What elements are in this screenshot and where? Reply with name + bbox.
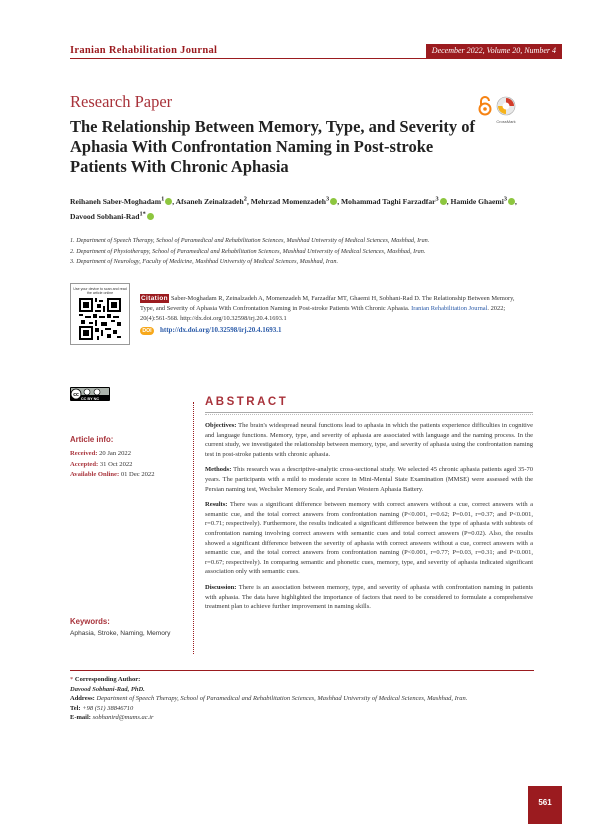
footer-rule <box>70 670 534 671</box>
corr-heading: * Corresponding Author: <box>70 676 141 683</box>
paper-title: The Relationship Between Memory, Type, and Severity of Aphasia With Confrontation Naming in Post-stroke Patients With Chronic Aphasia <box>70 117 475 176</box>
author[interactable]: Mohammad Taghi Farzadfar$^3$ , <box>341 195 451 206</box>
corresponding-author <box>70 675 540 723</box>
author-list <box>70 192 540 223</box>
issue-info: December 2022, Volume 20, Number 4 <box>426 44 562 58</box>
page-number: 561 <box>528 786 562 824</box>
article-info-row: Available Online: 01 Dec 2022 <box>70 471 155 478</box>
crossmark-icon[interactable] <box>496 96 516 120</box>
abstract-discussion: Discussion: There is an association between memory, type, and severity of aphasia with confrontation naming in patients with aphasia. The data have highlighted the importance of factors that need to be considered to formulate a comprehensive treatment plan to achieve further improvement in naming skills. <box>205 583 533 611</box>
qr-code-icon[interactable] <box>79 298 121 340</box>
doi-link[interactable]: http://dx.doi.org/10.32598/irj.20.4.1693.1 <box>160 326 282 334</box>
corr-name: Davood Sobhani-Rad, PhD. <box>70 685 145 693</box>
open-access-icon[interactable] <box>478 96 492 116</box>
abstract-heading: ABSTRACT <box>205 396 289 408</box>
affiliation-item: 2. Department of Physiotherapy, School of Paramedical and Rehabilitation Sciences, Mashhad University of Medical Sciences, Mashhad, Iran. <box>70 247 426 255</box>
citation-label: Citation <box>141 295 168 302</box>
column-divider <box>193 402 194 654</box>
abstract-methods: Methods: This research was a descriptive-analytic cross-sectional study. We selected 45 chronic aphasia patients aged 35-70 years. The participants with a mild to moderate score in Mini-Mental State Examination (MMSE) were assessed with the Persian naming test, Wechsler Memory Scale, and Persian Western Aphasia Battery. <box>205 466 533 493</box>
corr-email[interactable]: E-mail: sobhanird@mums.ac.ir <box>70 714 154 722</box>
paper-type: Research Paper <box>70 92 173 111</box>
journal-link[interactable]: Iranian Rehabilitation Journal <box>411 305 488 312</box>
doi-icon: DOI <box>140 327 154 335</box>
affiliation-item: 1. Department of Speech Therapy, School of Paramedical and Rehabilitation Sciences, Mashhad University of Medical Sciences, Mashhad, Iran. <box>70 237 430 244</box>
header-rule <box>70 58 562 59</box>
keywords-text: Aphasia, Stroke, Naming, Memory <box>70 630 171 637</box>
article-info-label: Article info: <box>70 435 114 444</box>
cc-license-icon[interactable] <box>70 387 110 401</box>
author[interactable]: Afsaneh Zeinalzadeh$^2$, <box>175 195 251 206</box>
article-info-row: Accepted: 31 Oct 2022 <box>70 460 133 468</box>
author[interactable]: Mehrzad Momenzadeh$^3$ , <box>250 195 341 206</box>
orcid-icon[interactable] <box>440 198 447 205</box>
abstract-results: Results: There was a significant difference between memory with correct answers without a cue, correct answers with a semantic cue, and the total correct answers from confrontation naming (P<0.001, r=0.62; P=0.01, r=0.37; and P<0.001, r=0.71; respectively). Furthermore, the results indicated a significant difference between the type of aphasia with subtests of confrontation naming involving correct answers with semantic cues and total correct answers (P=0.02). Also, the results showed a significant difference between the severity of aphasia with correct answers without a cue, correct answers with a semantic cue, and the total correct answers from confrontation naming (P<0.001, r=0.77; P=0.03, r=0.31; and P<0.001, r=0.67; respectively). In comparing semantic and phonetic cues, memory, type, and severity of aphasia indicated significant association only with semantic cues. <box>205 501 533 576</box>
qr-caption: Use your device to scan and read the article online <box>73 287 127 296</box>
crossmark-label: CrossMark <box>496 119 516 124</box>
article-info <box>70 449 190 481</box>
author[interactable]: Hamide Ghaemi$^3$ , <box>450 195 517 206</box>
abstract-divider <box>205 414 533 415</box>
author[interactable]: Reihaneh Saber-Moghadam$^1$ , <box>70 195 176 206</box>
corr-tel: Tel: +98 (51) 38846710 <box>70 704 134 712</box>
journal-name: Iranian Rehabilitation Journal <box>70 45 218 56</box>
abstract-body <box>205 421 533 618</box>
journal-header <box>70 44 562 58</box>
svg-text:CC BY NC: CC BY NC <box>80 396 100 401</box>
svg-text:cc: cc <box>73 392 79 398</box>
author[interactable]: Davood Sobhani-Rad$^{1*}$ <box>70 212 154 221</box>
abstract-objectives: Objectives: The brain's widespread neural functions lead to aphasia in which the patients experience difficulties in cognitive and language functions. Memory, type, and severity of aphasia are associated with language and the naming process. In the current study, we investigated the relationship between memory, type, and severity of aphasia using the confrontation naming test in post-stroke patients with chronic aphasia. <box>205 422 533 458</box>
orcid-icon[interactable] <box>508 198 515 205</box>
affiliations <box>70 236 560 268</box>
abstract-rule <box>205 412 533 413</box>
citation-text: Saber-Moghadam R, Zeinalzadeh A, Momenzadeh M, Farzadfar MT, Ghaemi H, Sobhani-Rad D. The Relationship Between Memory, Type, and Severity of Aphasia With Confrontation Naming in Post-stroke Patients With Chronic Aphasia. Iranian Rehabilitation Journal. 2022; 20(4):561-568. http://dx.doi.org/10.32598/irj.20.4.1693.1 <box>140 295 515 322</box>
qr-box[interactable] <box>70 283 130 345</box>
article-info-row: Received: 20 Jan 2022 <box>70 450 131 457</box>
keywords-label: Keywords: <box>70 617 110 626</box>
orcid-icon[interactable] <box>147 213 154 220</box>
corr-address: Address: Department of Speech Therapy, School of Paramedical and Rehabilitation Sciences, Mashhad University of Medical Sciences, Mashhad, Iran. <box>70 695 468 703</box>
affiliation-item: 3. Department of Neurology, Faculty of Medicine, Mashhad University of Medical Sciences, Mashhad, Iran. <box>70 258 339 265</box>
